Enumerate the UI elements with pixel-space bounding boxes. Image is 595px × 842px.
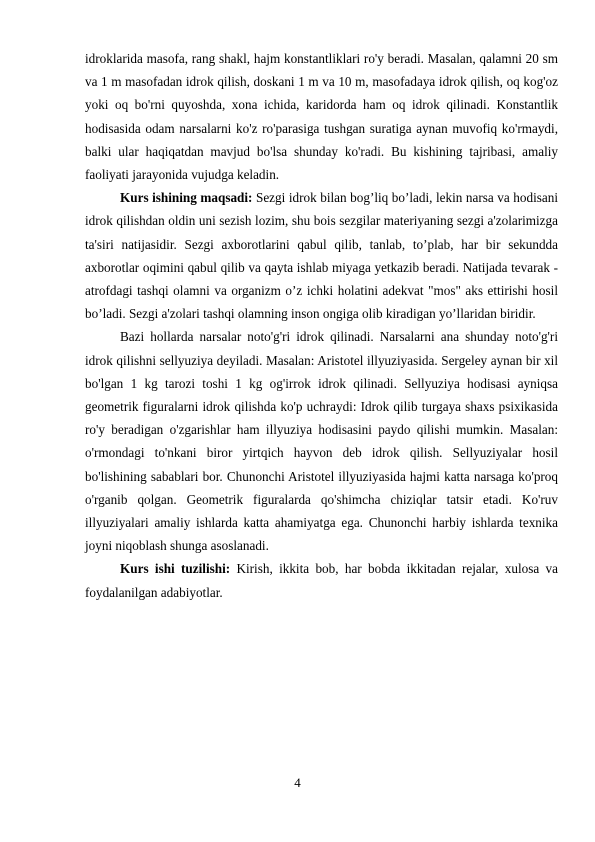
paragraph-2 (85, 186, 558, 325)
paragraph-3-text: Bazi hollarda narsalar noto'g'ri idrok qilinadi. Narsalarni ana shunday noto'g'ri idrok qilishni sellyuziya deyiladi. Masalan: Aristotel illyuziyasida. Sergeley aynan bir xil bo'lgan 1 kg tarozi toshi 1 kg og'irrok idrok qilinadi. Sellyuziya hodisasi ayniqsa geometrik figuralarni idrok qilishda ko'p uchraydi: Idrok qilib turgaya shaxs psixikasida ro'y beradigan o'zgarishlar ham illyuziya hodisasini paydo qilishi mumkin. Masalan: o'rmondagi to'nkani biror yirtqich hayvon deb idrok qilish. Sellyuziyalar hosil bo'lishining sabablari bor. Chunonchi Aristotel illyuziyasida hajmi katta narsaga ko'proq o'rganib qolgan. Geometrik figuralarda qo'shimcha chiziqlar tatsir etadi. Ko'ruv illyuziyalari amaliy ishlarda katta ahamiyatga ega. Chunonchi harbiy ishlarda texnika joyni niqoblash shunga asoslanadi. (85, 329, 558, 554)
paragraph-2-text: Sezgi idrok bilan bog’liq bo’ladi, lekin narsa va hodisani idrok qilishdan oldin uni sezish lozim, shu bois sezgilar materiyaning sezgi a'zolarimizga ta'siri natijasidir. Sezgi axborotlarini qabul qilib, tanlab, to’plab, har bir sekundda axborotlar oqimini qabul qilib va qayta ishlab miyaga yetkazib beradi. Natijada tevarak - atrofdagi tashqi olamni va organizm o’z ichki holatini adekvat "mos" aks ettirishi hosil bo’ladi. Sezgi a'zolari tashqi olamning inson ongiga olib kiradigan yo’llaridan biridir. (85, 190, 558, 322)
paragraph-3 (85, 325, 558, 557)
paragraph-4-heading: Kurs ishi tuzilishi: (120, 561, 231, 577)
paragraph-4-text: Kirish, ikkita bob, har bobda ikkitadan rejalar, xulosa va foydalanilgan adabiyotlar. (85, 561, 558, 600)
paragraph-2-heading: Kurs ishining maqsadi: (120, 190, 253, 206)
paragraph-1 (85, 47, 558, 186)
page-number: 4 (294, 775, 301, 790)
body-text (85, 47, 558, 604)
paragraph-1-text: idroklarida masofa, rang shakl, hajm konstantliklari ro'y beradi. Masalan, qalamni 20 sm va 1 m masofadan idrok qilish, doskani 1 m va 10 m, masofadaya idrok qilish, oq kog'oz yoki oq bo'rni quyoshda, xona ichida, karidorda ham oq idrok qilinadi. Konstantlik hodisasida odam narsalarni ko'z ro'parasiga tushgan suratiga aynan muvofiq ko'rmaydi, balki ular haqiqatdan mavjud bo'lsa shunday ko'radi. Bu kishining tajribasi, amaliy faoliyati jarayonida vujudga keladin. (85, 51, 558, 183)
paragraph-4 (85, 557, 558, 603)
